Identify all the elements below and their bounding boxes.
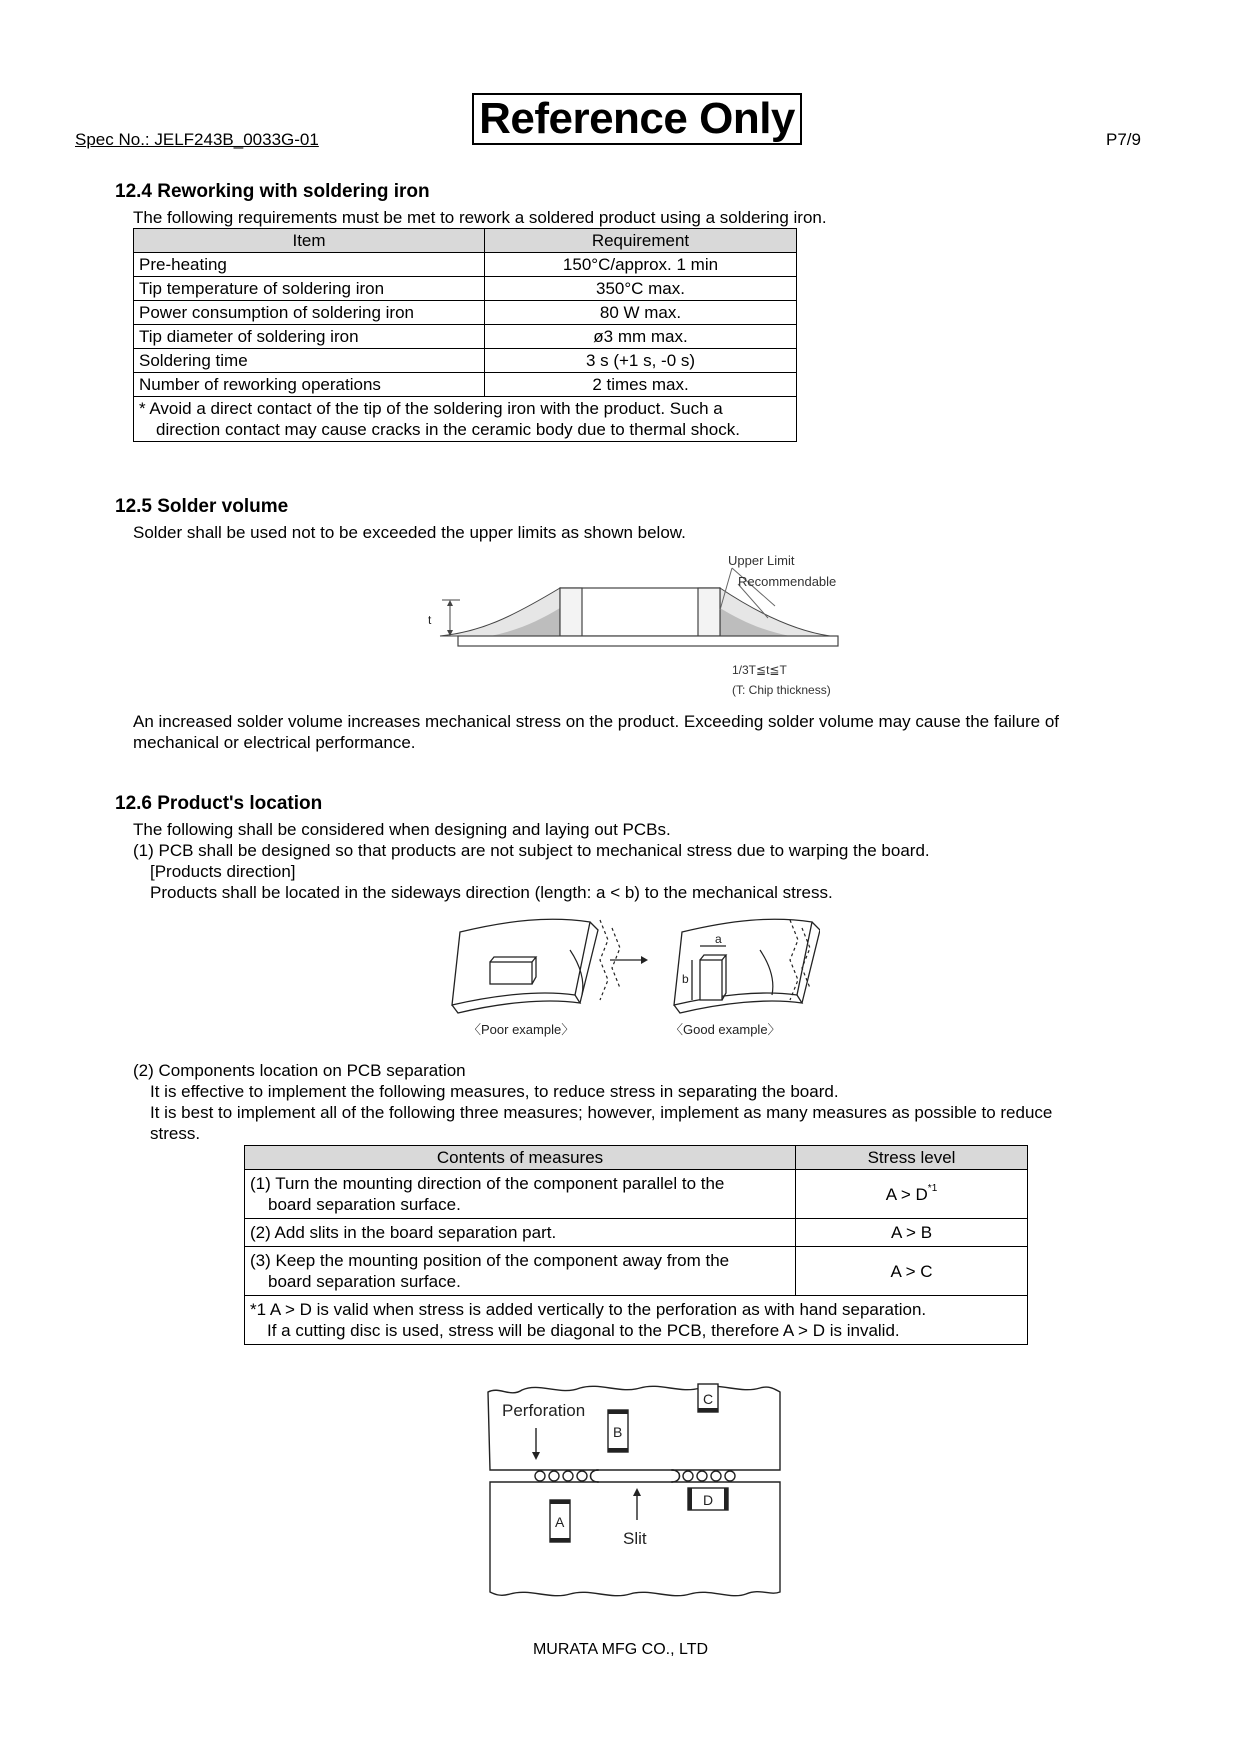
requirement-cell: 2 times max. (485, 373, 797, 397)
table-header-row (134, 229, 797, 253)
products-direction-text: Products shall be located in the sideways direction (length: a < b) to the mechanical stress. (150, 883, 833, 902)
dimension-b-label: b (682, 972, 689, 986)
table-row (245, 1247, 1028, 1296)
table-row (134, 253, 797, 277)
component-c-label: C (703, 1391, 714, 1407)
column-header-stress-level: Stress level (796, 1146, 1028, 1170)
component-d-label: D (703, 1492, 714, 1508)
measure-cell (245, 1170, 796, 1219)
requirement-cell: 80 W max. (485, 301, 797, 325)
note-line-1: * Avoid a direct contact of the tip of the soldering iron with the product. Such a (139, 399, 723, 418)
item-cell: Tip diameter of soldering iron (134, 325, 485, 349)
stress-level-value: A > D (885, 1184, 928, 1204)
requirement-cell: 350°C max. (485, 277, 797, 301)
solder-volume-diagram (420, 548, 860, 710)
poor-example-caption: 〈Poor example〉 (468, 1022, 575, 1037)
rework-requirements-table (133, 228, 797, 442)
recommendable-label: Recommendable (738, 574, 837, 589)
measure-cell: (2) Add slits in the board separation part. (245, 1219, 796, 1247)
table-header-row (245, 1146, 1028, 1170)
stress-measures-table (244, 1145, 1028, 1345)
section-12-4-title: 12.4 Reworking with soldering iron (115, 181, 430, 202)
table-note (245, 1296, 1028, 1345)
component-b-label: B (613, 1424, 623, 1440)
table-note-row (134, 397, 797, 442)
measure-3-line-1: (3) Keep the mounting position of the component away from the (250, 1251, 730, 1270)
spec-number: Spec No.: JELF243B_0033G-01 (75, 130, 319, 149)
perforation-label: Perforation (502, 1401, 586, 1420)
measure-cell (245, 1247, 796, 1296)
column-header-measures: Contents of measures (245, 1146, 796, 1170)
section-12-6-line-7: It is best to implement all of the following three measures; however, implement as many measures as possible to reduce (150, 1103, 1053, 1122)
solder-volume-paragraph-1: An increased solder volume increases mechanical stress on the product. Exceeding solder volume may cause the failure of (133, 712, 1060, 731)
thickness-formula: 1/3T≦t≦T (732, 663, 787, 677)
stress-level-cell (796, 1170, 1028, 1219)
section-12-6-line-8: stress. (150, 1124, 201, 1143)
column-header-requirement: Requirement (485, 229, 797, 253)
good-example-caption: 〈Good example〉 (670, 1022, 781, 1037)
section-12-6-line-2: (1) PCB shall be designed so that products are not subject to mechanical stress due to warping the board. (133, 841, 930, 860)
company-footer: MURATA MFG CO., LTD (532, 1641, 709, 1658)
pcb-separation-diagram (480, 1382, 790, 1600)
table-row (134, 373, 797, 397)
table-note-row (245, 1296, 1028, 1345)
stress-level-cell: A > C (796, 1247, 1028, 1296)
section-12-6-line-5: (2) Components location on PCB separation (133, 1061, 466, 1080)
section-12-5-intro: Solder shall be used not to be exceeded the upper limits as shown below. (133, 523, 686, 542)
note-line-2: direction contact may cause cracks in the ceramic body due to thermal shock. (156, 420, 740, 439)
products-direction-heading: [Products direction] (150, 862, 296, 881)
table-row (245, 1170, 1028, 1219)
measure-1-line-2: board separation surface. (268, 1195, 461, 1214)
requirement-cell: 3 s (+1 s, -0 s) (485, 349, 797, 373)
section-12-6-line-6: It is effective to implement the following measures, to reduce stress in separating the board. (150, 1082, 839, 1101)
stress-level-cell: A > B (796, 1219, 1028, 1247)
products-direction-diagram (450, 910, 820, 1040)
table-note (134, 397, 797, 442)
table-row (134, 277, 797, 301)
t-label: t (428, 613, 432, 627)
table-row (245, 1219, 1028, 1247)
footnote-marker: *1 (927, 1182, 938, 1194)
section-12-5-title: 12.5 Solder volume (115, 496, 289, 517)
item-cell: Soldering time (134, 349, 485, 373)
measure-3-line-2: board separation surface. (268, 1272, 461, 1291)
column-header-item: Item (134, 229, 485, 253)
upper-limit-label: Upper Limit (728, 553, 795, 568)
slit-label: Slit (623, 1529, 647, 1548)
table-row (134, 301, 797, 325)
page-number: P7/9 (1106, 130, 1141, 149)
requirement-cell: ø3 mm max. (485, 325, 797, 349)
item-cell: Power consumption of soldering iron (134, 301, 485, 325)
item-cell: Number of reworking operations (134, 373, 485, 397)
table-row (134, 325, 797, 349)
reference-only-stamp: Reference Only (472, 93, 802, 145)
solder-volume-paragraph-2: mechanical or electrical performance. (133, 733, 416, 752)
component-a-label: A (555, 1514, 565, 1530)
section-12-6-title: 12.6 Product's location (115, 793, 323, 814)
item-cell: Tip temperature of soldering iron (134, 277, 485, 301)
section-12-4-intro: The following requirements must be met to rework a soldered product using a soldering iron. (133, 208, 827, 227)
table-row (134, 349, 797, 373)
item-cell: Pre-heating (134, 253, 485, 277)
requirement-cell: 150°C/approx. 1 min (485, 253, 797, 277)
section-12-6-line-1: The following shall be considered when designing and laying out PCBs. (133, 820, 671, 839)
note-line-1: *1 A > D is valid when stress is added vertically to the perforation as with hand separation. (250, 1300, 927, 1319)
note-line-2: If a cutting disc is used, stress will be diagonal to the PCB, therefore A > D is invalid. (267, 1321, 900, 1340)
thickness-formula-note: (T: Chip thickness) (732, 683, 831, 697)
measure-1-line-1: (1) Turn the mounting direction of the component parallel to the (250, 1174, 725, 1193)
dimension-a-label: a (715, 932, 722, 946)
